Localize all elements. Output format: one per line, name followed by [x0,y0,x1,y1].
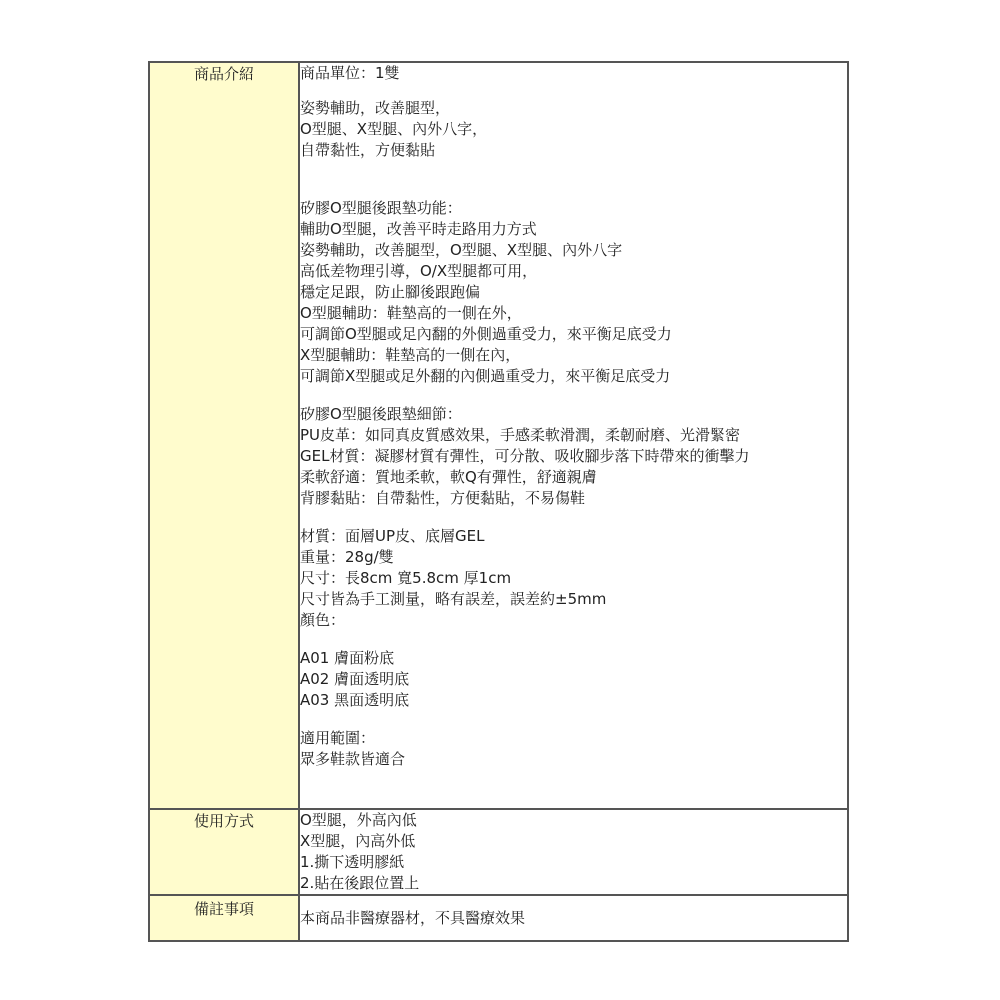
intro-row [149,62,848,809]
notes-line: 本商品非醫療器材，不具醫療效果 [300,909,526,927]
intro-line: 可調節X型腿或足外翻的內側過重受力，來平衡足底受力 [300,367,671,385]
intro-line: PU皮革：如同真皮質感效果，手感柔軟滑潤，柔韌耐磨、光滑緊密 [300,426,741,444]
usage-line: 1.撕下透明膠紙 [300,853,405,871]
intro-line: 適用範圍： [300,729,376,747]
intro-line: GEL材質：凝膠材質有彈性，可分散、吸收腳步落下時帶來的衝擊力 [300,447,750,465]
intro-line: X型腿輔助：鞋墊高的一側在內， [300,346,521,364]
usage-line: 2.貼在後跟位置上 [300,874,420,892]
intro-line: 背膠黏貼：自帶黏性，方便黏貼，不易傷鞋 [300,489,586,507]
intro-line: 姿勢輔助，改善腿型，O型腿、X型腿、內外八字 [300,241,623,259]
intro-line: 商品單位：1雙 [300,64,400,82]
intro-line: 尺寸皆為手工測量，略有誤差，誤差約±5mm [300,590,607,608]
intro-line: 可調節O型腿或足內翻的外側過重受力，來平衡足底受力 [300,325,672,343]
intro-line: 顏色： [300,611,346,629]
intro-line: 眾多鞋款皆適合 [300,750,406,768]
intro-line: 矽膠O型腿後跟墊細節： [300,405,462,423]
intro-line: O型腿、X型腿、內外八字， [300,120,488,138]
intro-line: A01 膚面粉底 [300,649,395,667]
intro-line: 尺寸：長8cm 寬5.8cm 厚1cm [300,569,512,587]
intro-line: 矽膠O型腿後跟墊功能： [300,199,462,217]
intro-line: 輔助O型腿，改善平時走路用力方式 [300,220,537,238]
intro-line: 自帶黏性，方便黏貼 [300,141,436,159]
usage-row [149,809,848,895]
intro-line: 穩定足跟，防止腳後跟跑偏 [300,283,481,301]
intro-label: 商品介紹 [149,62,299,809]
notes-content [299,895,848,941]
intro-line: O型腿輔助：鞋墊高的一側在外， [300,304,522,322]
notes-label: 備註事項 [149,895,299,941]
intro-line: 高低差物理引導，O/X型腿都可用， [300,262,538,280]
intro-line: 重量：28g/雙 [300,548,394,566]
usage-line: X型腿，內高外低 [300,832,416,850]
intro-line: 姿勢輔助，改善腿型， [300,99,451,117]
intro-line: A03 黑面透明底 [300,691,410,709]
intro-line: 材質：面層UP皮、底層GEL [300,527,485,545]
usage-line: O型腿，外高內低 [300,811,417,829]
intro-line: A02 膚面透明底 [300,670,410,688]
usage-label: 使用方式 [149,809,299,895]
intro-content [299,62,848,809]
product-spec-table [148,61,849,942]
intro-line: 柔軟舒適：質地柔軟，軟Q有彈性，舒適親膚 [300,468,597,486]
notes-row [149,895,848,941]
usage-content [299,809,848,895]
